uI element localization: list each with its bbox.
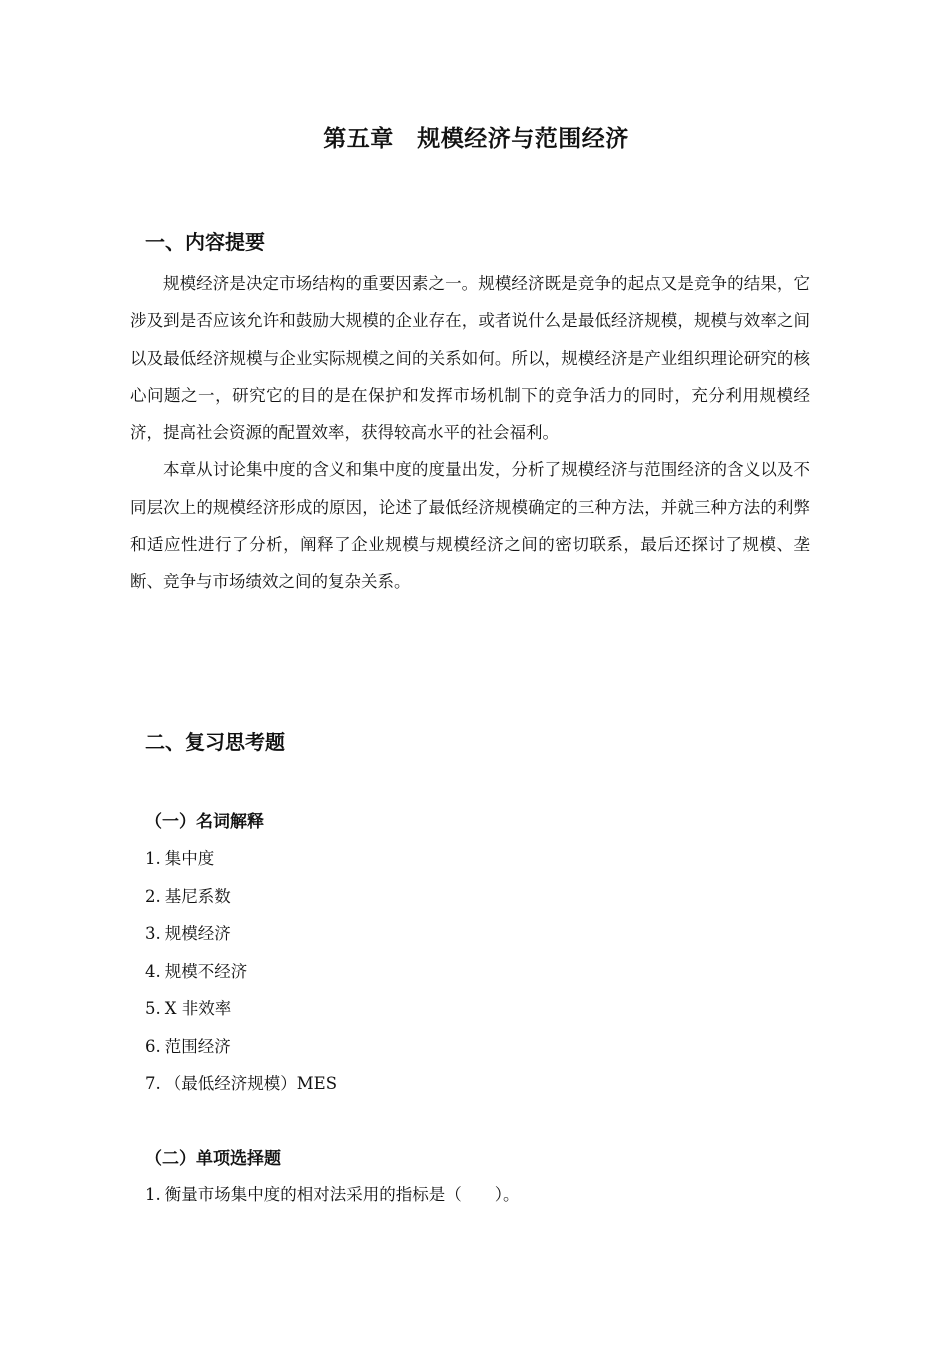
list-item bbox=[145, 953, 337, 991]
question-list bbox=[145, 1176, 520, 1214]
item-text: 衡量市场集中度的相对法采用的指标是（ ）。 bbox=[164, 1185, 520, 1204]
item-number: 6. bbox=[145, 1036, 161, 1056]
summary-paragraph-1: 规模经济是决定市场结构的重要因素之一。规模经济既是竞争的起点又是竞争的结果，它涉及到是否应该允许和鼓励大规模的企业存在，或者说什么是最低经济规模，规模与效率之间以及最低经济规模与企业实际规模之间的关系如何。所以，规模经济是产业组织理论研究的核心问题之一，研究它的目的是在保护和发挥市场机制下的竞争活力的同时，充分利用规模经济，提高社会资源的配置效率，获得较高水平的社会福利。 bbox=[130, 274, 810, 443]
item-number: 1. bbox=[145, 1185, 161, 1204]
section-heading-review: 二、复习思考题 bbox=[145, 730, 285, 754]
item-text: （最低经济规模）MES bbox=[164, 1074, 337, 1093]
list-item bbox=[145, 1065, 337, 1103]
item-text: 集中度 bbox=[164, 849, 215, 868]
item-number: 3. bbox=[145, 924, 161, 943]
list-item bbox=[145, 1028, 337, 1066]
subsection-heading-single-choice: （二）单项选择题 bbox=[145, 1149, 281, 1169]
section-heading-summary: 一、内容提要 bbox=[145, 230, 265, 254]
subsection-heading-terms: （一）名词解释 bbox=[145, 812, 264, 832]
list-item bbox=[145, 915, 337, 953]
item-number: 7. bbox=[145, 1074, 161, 1093]
item-text: X 非效率 bbox=[164, 999, 232, 1018]
item-number: 4. bbox=[145, 961, 161, 981]
item-number: 2. bbox=[145, 886, 161, 906]
item-text: 基尼系数 bbox=[164, 886, 231, 906]
list-item bbox=[145, 990, 337, 1028]
item-text: 范围经济 bbox=[164, 1036, 231, 1056]
term-list bbox=[145, 840, 337, 1103]
item-number: 5. bbox=[145, 999, 161, 1018]
summary-paragraph-2: 本章从讨论集中度的含义和集中度的度量出发，分析了规模经济与范围经济的含义以及不同层次上的规模经济形成的原因，论述了最低经济规模确定的三种方法，并就三种方法的利弊和适应性进行了分析，阐释了企业规模与规模经济之间的密切联系，最后还探讨了规模、垄断、竞争与市场绩效之间的复杂关系。 bbox=[130, 460, 810, 592]
list-item bbox=[145, 1176, 520, 1214]
item-text: 规模经济 bbox=[164, 924, 231, 943]
summary-body bbox=[130, 265, 810, 601]
item-text: 规模不经济 bbox=[164, 961, 248, 981]
item-number: 1. bbox=[145, 849, 161, 868]
list-item bbox=[145, 878, 337, 916]
list-item bbox=[145, 840, 337, 878]
chapter-title: 第五章 规模经济与范围经济 bbox=[323, 125, 629, 152]
